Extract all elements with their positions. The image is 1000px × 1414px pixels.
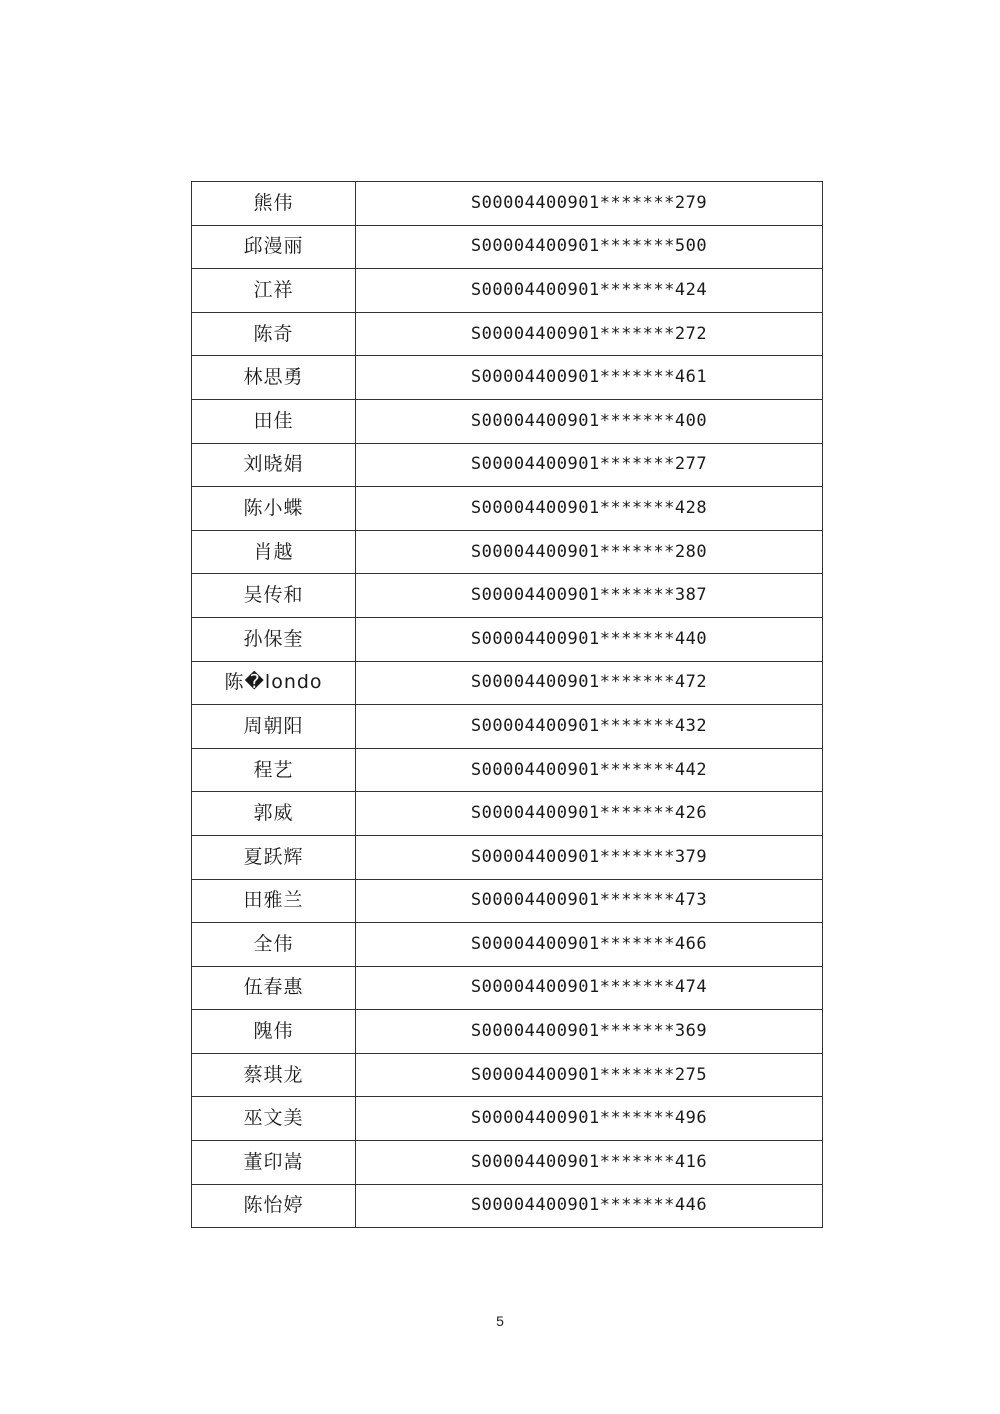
table-row xyxy=(192,399,823,443)
name-cell: 陈�londo xyxy=(192,661,356,705)
id-cell: S00004400901*******416 xyxy=(356,1141,823,1185)
table-row xyxy=(192,705,823,749)
id-cell: S00004400901*******446 xyxy=(356,1184,823,1228)
id-cell: S00004400901*******379 xyxy=(356,835,823,879)
table-row xyxy=(192,966,823,1010)
name-cell: 吴传和 xyxy=(192,574,356,618)
table-row xyxy=(192,792,823,836)
name-cell: 隗伟 xyxy=(192,1010,356,1054)
id-cell: S00004400901*******275 xyxy=(356,1053,823,1097)
table-row xyxy=(192,182,823,226)
id-cell: S00004400901*******387 xyxy=(356,574,823,618)
name-cell: 陈奇 xyxy=(192,312,356,356)
name-cell: 伍春惠 xyxy=(192,966,356,1010)
table-row xyxy=(192,617,823,661)
page-number: 5 xyxy=(496,1313,504,1329)
id-cell: S00004400901*******432 xyxy=(356,705,823,749)
name-cell: 田雅兰 xyxy=(192,879,356,923)
id-cell: S00004400901*******426 xyxy=(356,792,823,836)
name-cell: 周朝阳 xyxy=(192,705,356,749)
name-cell: 巫文美 xyxy=(192,1097,356,1141)
table-row xyxy=(192,835,823,879)
name-cell: 郭威 xyxy=(192,792,356,836)
name-cell: 陈怡婷 xyxy=(192,1184,356,1228)
table-row xyxy=(192,879,823,923)
id-cell: S00004400901*******400 xyxy=(356,399,823,443)
table-row xyxy=(192,661,823,705)
name-cell: 肖越 xyxy=(192,530,356,574)
table-row xyxy=(192,1141,823,1185)
table-row xyxy=(192,356,823,400)
id-cell: S00004400901*******474 xyxy=(356,966,823,1010)
id-cell: S00004400901*******466 xyxy=(356,923,823,967)
name-cell: 全伟 xyxy=(192,923,356,967)
id-cell: S00004400901*******280 xyxy=(356,530,823,574)
id-cell: S00004400901*******279 xyxy=(356,182,823,226)
name-cell: 蔡琪龙 xyxy=(192,1053,356,1097)
name-cell: 熊伟 xyxy=(192,182,356,226)
roster-table xyxy=(191,181,823,1228)
table-row xyxy=(192,530,823,574)
id-cell: S00004400901*******424 xyxy=(356,269,823,313)
name-cell: 董印嵩 xyxy=(192,1141,356,1185)
id-cell: S00004400901*******272 xyxy=(356,312,823,356)
id-cell: S00004400901*******442 xyxy=(356,748,823,792)
table-row xyxy=(192,225,823,269)
id-cell: S00004400901*******440 xyxy=(356,617,823,661)
id-cell: S00004400901*******473 xyxy=(356,879,823,923)
table-row xyxy=(192,923,823,967)
table-row xyxy=(192,1010,823,1054)
id-cell: S00004400901*******461 xyxy=(356,356,823,400)
table-row xyxy=(192,443,823,487)
name-cell: 夏跃辉 xyxy=(192,835,356,879)
name-cell: 江祥 xyxy=(192,269,356,313)
name-cell: 田佳 xyxy=(192,399,356,443)
name-cell: 程艺 xyxy=(192,748,356,792)
id-cell: S00004400901*******496 xyxy=(356,1097,823,1141)
name-cell: 林思勇 xyxy=(192,356,356,400)
name-cell: 孙保奎 xyxy=(192,617,356,661)
table-row xyxy=(192,312,823,356)
name-cell: 刘晓娟 xyxy=(192,443,356,487)
name-cell: 邱漫丽 xyxy=(192,225,356,269)
table-row xyxy=(192,1053,823,1097)
id-cell: S00004400901*******277 xyxy=(356,443,823,487)
id-cell: S00004400901*******369 xyxy=(356,1010,823,1054)
id-cell: S00004400901*******472 xyxy=(356,661,823,705)
table-row xyxy=(192,574,823,618)
table-row xyxy=(192,748,823,792)
table-row xyxy=(192,1097,823,1141)
table-row xyxy=(192,1184,823,1228)
name-cell: 陈小蝶 xyxy=(192,487,356,531)
id-cell: S00004400901*******500 xyxy=(356,225,823,269)
id-cell: S00004400901*******428 xyxy=(356,487,823,531)
table-row xyxy=(192,269,823,313)
roster-table-body xyxy=(192,182,823,1228)
table-row xyxy=(192,487,823,531)
